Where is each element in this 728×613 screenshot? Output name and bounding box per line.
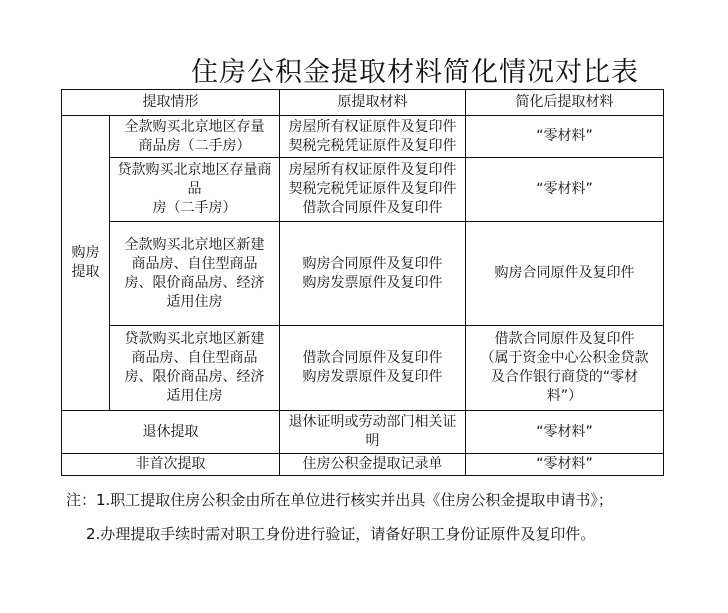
- simplified-cell: 借款合同原件及复印件 （属于资金中心公积金贷款 及合作银行商贷的“零材 料”）: [466, 326, 664, 411]
- original-cell: 购房合同原件及复印件 购房发票原件及复印件: [280, 222, 466, 326]
- notes: [66, 483, 666, 551]
- table-row: [62, 116, 664, 158]
- simplified-cell: “零材料”: [466, 411, 664, 454]
- situation-cell: 退休提取: [62, 411, 280, 454]
- simplified-cell: “零材料”: [466, 454, 664, 476]
- original-cell: 退休证明或劳动部门相关证 明: [280, 411, 466, 454]
- note-line-2: 2.办理提取手续时需对职工身份进行验证，请备好职工身份证原件及复印件。: [86, 525, 596, 543]
- simplified-cell: 购房合同原件及复印件: [466, 222, 664, 326]
- header-original: 原提取材料: [280, 90, 466, 116]
- table-row: [62, 411, 664, 454]
- table-row: [62, 158, 664, 222]
- group-label-house-purchase: 购房 提取: [62, 116, 110, 411]
- note-line-1: 注：1.职工提取住房公积金由所在单位进行核实并出具《住房公积金提取申请书》；: [66, 491, 613, 509]
- original-cell: 借款合同原件及复印件 购房发票原件及复印件: [280, 326, 466, 411]
- situation-cell: 全款购买北京地区新建 商品房、自住型商品 房、限价商品房、经济 适用住房: [110, 222, 280, 326]
- table-header-row: [62, 90, 664, 116]
- page-title: 住房公积金提取材料简化情况对比表: [191, 57, 639, 88]
- situation-cell: 贷款购买北京地区新建 商品房、自住型商品 房、限价商品房、经济 适用住房: [110, 326, 280, 411]
- original-cell: 房屋所有权证原件及复印件 契税完税凭证原件及复印件 借款合同原件及复印件: [280, 158, 466, 222]
- situation-cell: 全款购买北京地区存量 商品房（二手房）: [110, 116, 280, 158]
- header-situation: 提取情形: [62, 90, 280, 116]
- table-row: [62, 222, 664, 326]
- simplified-cell: “零材料”: [466, 116, 664, 158]
- comparison-table: [61, 89, 664, 476]
- situation-cell: 非首次提取: [62, 454, 280, 476]
- original-cell: 住房公积金提取记录单: [280, 454, 466, 476]
- header-simplified: 简化后提取材料: [466, 90, 664, 116]
- simplified-cell: “零材料”: [466, 158, 664, 222]
- table-row: [62, 326, 664, 411]
- original-cell: 房屋所有权证原件及复印件 契税完税凭证原件及复印件: [280, 116, 466, 158]
- situation-cell: 贷款购买北京地区存量商品 房（二手房）: [110, 158, 280, 222]
- table-row: [62, 454, 664, 476]
